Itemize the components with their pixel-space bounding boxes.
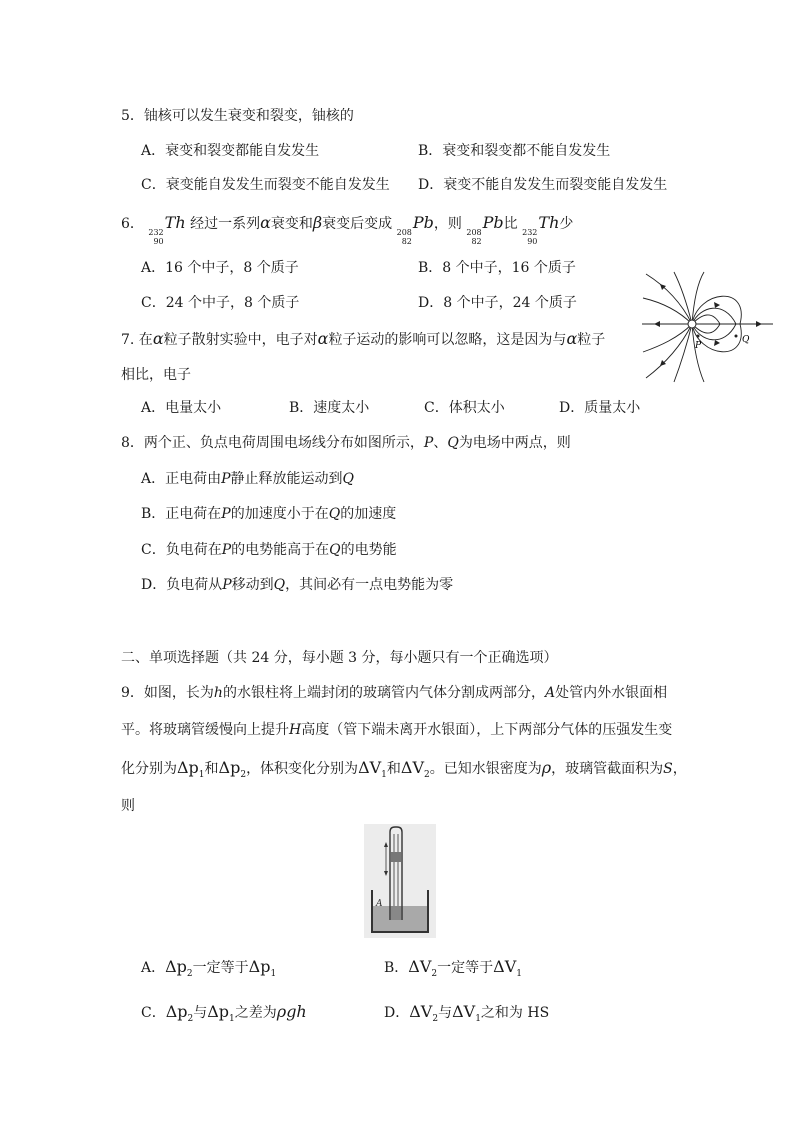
q8-option-c [141, 541, 397, 559]
q9-text-1b: 的水银柱将上端封闭的玻璃管内气体分割成两部分， [222, 685, 545, 701]
delta-v-symbol: ΔV [493, 957, 517, 976]
q9-text-2b: 高度（管下端未离开水银面），上下两部分气体的压强发生变 [301, 722, 673, 738]
delta-v2 [400, 758, 430, 780]
delta-p1 [177, 758, 205, 780]
subscript-1: 1 [516, 969, 522, 979]
q8-d-text-2: 移动到 [231, 577, 274, 593]
subscript-1: 1 [475, 1014, 481, 1024]
var-q: Q [273, 577, 286, 593]
q7-text-2: 粒子散射实验中，电子对 [163, 332, 318, 348]
q6-option-d: D．8 个中子，24 个质子 [418, 295, 577, 311]
q6-text-3: 衰变后变成 [322, 216, 393, 232]
q6-option-c: C．24 个中子，8 个质子 [141, 295, 300, 311]
q5-option-c: C．衰变能自发发生而裂变不能自发发生 [141, 177, 390, 193]
q7-text-3: 粒子运动的影响可以忽略，这是因为与 [328, 332, 567, 348]
q8-c-text-1: C．负电荷在 [141, 542, 222, 558]
delta-p1 [248, 957, 277, 979]
q9-stem-line3 [121, 759, 687, 784]
nuclide-th [148, 214, 185, 246]
var-q: Q [447, 435, 459, 451]
field-arrow [660, 284, 666, 290]
th-symbol-2: Th [538, 213, 560, 232]
q9-option-b [384, 958, 522, 983]
q9-c-text-1: 与 [193, 1005, 208, 1021]
figure-label-a: A [376, 899, 383, 909]
q9-c-text-2: 之差为 [234, 1005, 277, 1021]
q9-stem-line1 [121, 684, 667, 702]
alpha-symbol: α [260, 213, 271, 232]
delta-p-symbol: Δp [207, 1002, 230, 1021]
delta-p2 [165, 957, 193, 979]
field-arrow [654, 321, 660, 327]
label-q: Q [742, 335, 750, 345]
nuclide-pb [397, 214, 434, 246]
delta-v1 [358, 758, 387, 780]
q8-b-text-3: 的加速度 [340, 506, 397, 522]
q7-option-a: A．电量太小 [141, 400, 222, 416]
mercury-in-tube [391, 906, 401, 920]
nuclide-pb-2 [466, 214, 503, 246]
q6-text-5: 比 [503, 216, 518, 232]
delta-p-symbol: Δp [165, 1002, 188, 1021]
q9-d-text-2: 之和为 HS [480, 1005, 550, 1021]
delta-p-symbol: Δp [165, 957, 187, 976]
var-q: Q [342, 471, 355, 487]
q6-text-4: ，则 [433, 216, 462, 232]
q9-option-a [141, 958, 276, 983]
var-q: Q [328, 506, 341, 522]
q6-number: 6． [121, 216, 144, 232]
q9-b-prefix: B． [384, 960, 409, 976]
th-atomic-number: 90 [153, 237, 164, 246]
mercury-column [391, 852, 401, 862]
point-p-dot [697, 335, 700, 338]
q9-d-text-1: 与 [438, 1005, 453, 1021]
beta-symbol: β [312, 213, 323, 232]
delta-v2 [408, 957, 438, 979]
q5-option-a: A．衰变和裂变都能自发发生 [141, 143, 320, 159]
field-line [646, 324, 692, 378]
positive-charge [688, 320, 696, 328]
delta-p1 [207, 1002, 235, 1024]
q9-text-3a: 化分别为 [121, 761, 177, 777]
pb-atomic-number-2: 82 [471, 237, 482, 246]
delta-v-symbol: ΔV [408, 957, 432, 976]
field-arrow [714, 340, 720, 346]
delta-v2 [409, 1002, 439, 1024]
q9-text-3b: ，体积变化分别为 [246, 761, 359, 777]
q9-a-text: 一定等于 [192, 960, 249, 976]
var-p: P [221, 542, 232, 558]
q8-d-text-1: D．负电荷从 [141, 577, 223, 593]
delta-p-symbol: Δp [177, 758, 199, 777]
subscript-1: 1 [229, 1014, 235, 1024]
q9-d-prefix: D． [384, 1005, 410, 1021]
subscript-2: 2 [187, 1014, 194, 1024]
delta-v1 [493, 957, 522, 979]
point-q-dot [735, 335, 738, 338]
q9-text-3c: 。已知水银密度为 [429, 761, 542, 777]
q9-text-and: 和 [204, 761, 219, 777]
subscript-2: 2 [432, 1014, 439, 1024]
var-h: h [213, 685, 223, 701]
alpha-symbol: α [566, 329, 578, 348]
q8-c-text-2: 的电势能高于在 [231, 542, 330, 558]
var-p: P [423, 435, 434, 451]
pb-symbol: Pb [412, 213, 434, 232]
pb-atomic-number: 82 [401, 237, 412, 246]
q6-option-a: A．16 个中子，8 个质子 [141, 260, 299, 276]
delta-p2 [165, 1002, 194, 1024]
q7-option-d: D．质量太小 [559, 400, 641, 416]
q6-stem [121, 214, 573, 246]
q7-text-1: 7. 在 [121, 332, 153, 348]
alpha-symbol: α [152, 329, 164, 348]
q8-text-3: 为电场中两点，则 [458, 435, 571, 451]
q9-option-c [141, 1003, 307, 1028]
q9-text-2a: 平。将玻璃管缓慢向上提升 [121, 722, 289, 738]
q8-d-text-3: ，其间必有一点电势能为零 [285, 577, 454, 593]
q9-c-prefix: C． [141, 1005, 166, 1021]
th-atomic-number-2: 90 [527, 237, 538, 246]
subscript-2: 2 [186, 969, 193, 979]
alpha-symbol: α [317, 329, 329, 348]
q9-text-3d: ，玻璃管截面积为 [551, 761, 664, 777]
var-q: Q [329, 542, 341, 558]
th-mass-number: 232 [148, 228, 164, 237]
q9-stem-line4: 则 [121, 798, 135, 814]
field-arrow [756, 321, 762, 327]
q8-c-text-3: 的电势能 [340, 542, 397, 558]
q5-stem: 5．铀核可以发生衰变和裂变，铀核的 [121, 108, 354, 124]
q7-text-4: 粒子 [577, 332, 606, 348]
q8-stem [121, 434, 571, 452]
delta-p-symbol: Δp [218, 758, 241, 777]
q9-b-text: 一定等于 [437, 960, 494, 976]
field-line [643, 324, 692, 352]
field-arrow [714, 302, 720, 308]
q8-a-text-1: A．正电荷由 [141, 471, 222, 487]
subscript-2: 2 [240, 770, 247, 780]
q9-text-and: 和 [386, 761, 401, 777]
q8-option-b [141, 505, 396, 523]
subscript-2: 2 [424, 770, 430, 780]
q9-option-d [384, 1003, 549, 1028]
section-2-heading: 二、单项选择题（共 24 分，每小题 3 分，每小题只有一个正确选项） [121, 650, 558, 666]
delta-v-symbol: ΔV [409, 1002, 433, 1021]
rho-symbol: ρ [541, 758, 552, 777]
var-big-h: H [289, 722, 302, 738]
delta-v-symbol: ΔV [358, 758, 382, 777]
q6-option-b: B．8 个中子，16 个质子 [418, 260, 576, 276]
subscript-1: 1 [198, 770, 205, 780]
delta-v-symbol: ΔV [452, 1002, 476, 1021]
q8-b-text-1: B．正电荷在 [141, 506, 222, 522]
th-mass-number-2: 232 [522, 228, 538, 237]
q7-stem [121, 330, 605, 349]
q8-a-text-2: 静止释放能运动到 [230, 471, 343, 487]
delta-v-symbol: ΔV [400, 758, 425, 777]
q9-text-1a: 9．如图，长为 [121, 685, 214, 701]
q7-option-c: C．体积太小 [424, 400, 505, 416]
q8-option-d [141, 576, 453, 594]
q8-text-1: 8．两个正、负点电荷周围电场线分布如图所示， [121, 435, 424, 451]
var-a: A [544, 685, 556, 701]
q9-a-prefix: A． [141, 960, 166, 976]
th-symbol: Th [164, 213, 186, 232]
field-line-loop [692, 324, 736, 340]
q6-text-6: 少 [559, 216, 574, 232]
subscript-1: 1 [270, 969, 277, 979]
q7-stem-line2: 相比，电子 [121, 367, 191, 383]
q8-text-2: 、 [433, 435, 448, 451]
subscript-1: 1 [381, 770, 387, 780]
q5-option-d: D．衰变不能自发发生而裂变能自发发生 [418, 177, 668, 193]
q8-b-text-2: 的加速度小于在 [230, 506, 329, 522]
glass-tube-beaker-figure [364, 824, 436, 938]
q6-text-1: 经过一系列 [190, 216, 261, 232]
field-line [674, 324, 692, 382]
q9-text-3e: ， [672, 761, 687, 777]
q7-option-b: B．速度太小 [289, 400, 370, 416]
q8-option-a [141, 470, 354, 488]
delta-p2 [218, 758, 247, 780]
pb-symbol-2: Pb [482, 213, 504, 232]
field-line-loop [692, 308, 736, 324]
var-p: P [221, 506, 231, 522]
q6-text-2: 衰变和 [270, 216, 313, 232]
q9-stem-line2 [121, 721, 672, 739]
q5-option-b: B．衰变和裂变都不能自发发生 [418, 143, 611, 159]
delta-p-symbol: Δp [248, 957, 271, 976]
subscript-2: 2 [431, 969, 438, 979]
electric-field-lines-figure [640, 270, 775, 385]
q9-text-1c: 处管内外水银面相 [555, 685, 668, 701]
pb-mass-number-2: 208 [466, 228, 482, 237]
label-p: P [695, 341, 702, 351]
var-p: P [221, 471, 231, 487]
var-s: S [663, 761, 673, 777]
pb-mass-number: 208 [396, 228, 412, 237]
nuclide-th-2 [522, 214, 559, 246]
rho-g-h: ρgh [276, 1002, 307, 1021]
delta-v1 [452, 1002, 481, 1024]
var-p: P [222, 577, 232, 593]
